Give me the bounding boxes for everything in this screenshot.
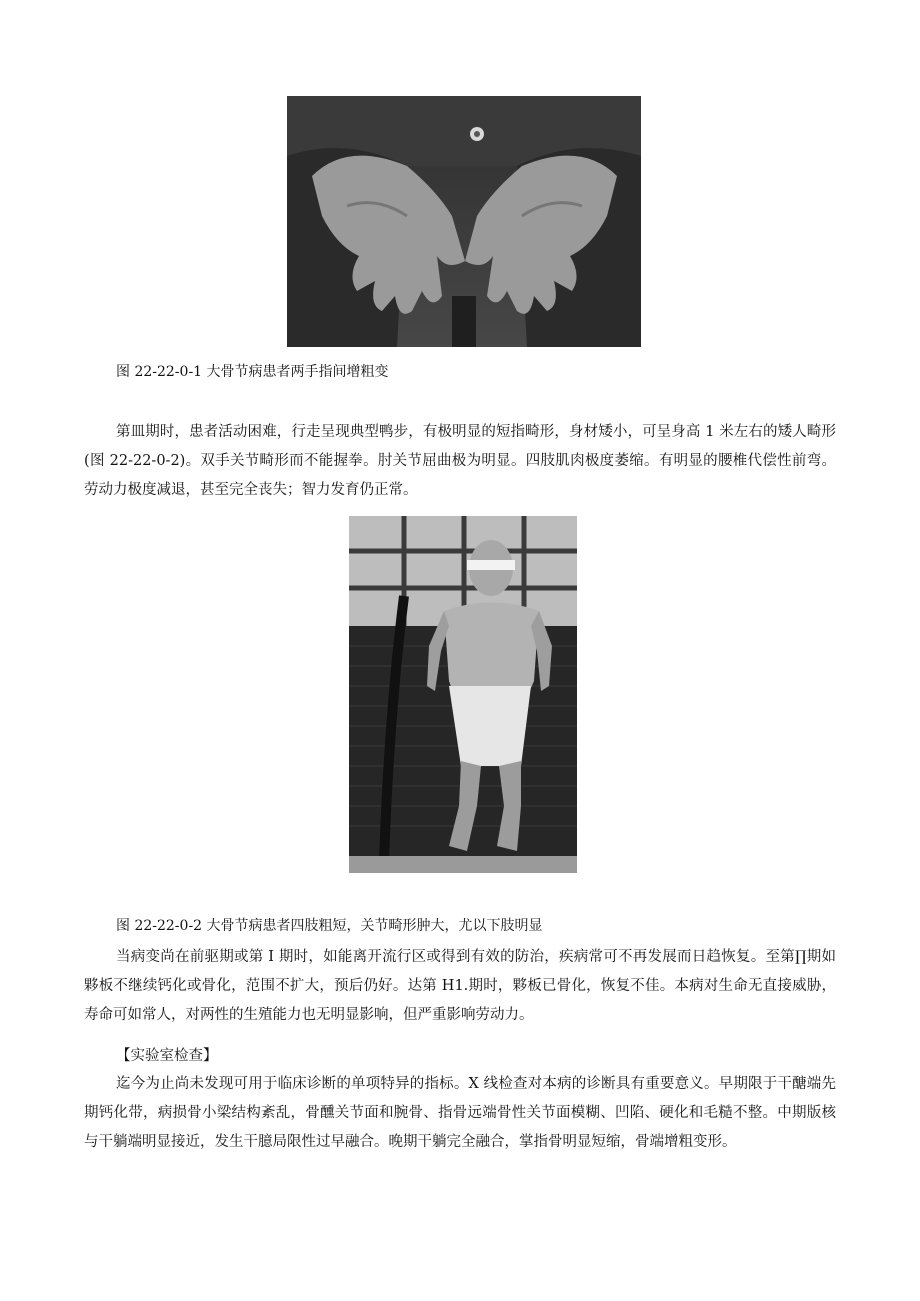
figure-1-photo [287, 96, 641, 347]
figure-2-photo [349, 516, 577, 873]
figure-2-caption: 图 22-22-0-2 大骨节病患者四肢粗短，关节畸形肿大，尤以下肢明显 [116, 918, 543, 934]
figure-1-caption: 图 22-22-0-1 大骨节病患者两手指间增粗变 [116, 364, 389, 380]
section-heading-lab-tests: 【实验室检查】 [116, 1048, 218, 1064]
paragraph-prognosis: 当病变尚在前驱期或第 I 期时，如能离开流行区或得到有效的防治，疾病常可不再发展而日趋恢复。至第∏期如夥板不继续钙化或骨化，范围不扩大，预后仍好。达第 H1.期时，夥板已骨化，恢复不佳。本病对生命无直接威胁，寿命可如常人，对两性的生殖能力也无明显影响，但严重影响劳动力。 [84, 949, 836, 1023]
paragraph-stage-3: 第皿期时，患者活动困难，行走呈现典型鸭步，有极明显的短指畸形，身材矮小，可呈身高 1 米左右的矮人畸形(图 22-22-0-2)。双手关节畸形而不能握拳。肘关节屈曲极为明显。四肢肌肉极度萎缩。有明显的腰椎代偿性前弯。劳动力极度减退，甚至完全丧失；智力发育仍正常。 [84, 424, 836, 498]
patient-photo-illustration [349, 516, 577, 873]
paragraph-lab-tests: 迄今为止尚未发现可用于临床诊断的单项特异的指标。X 线检查对本病的诊断具有重要意义。早期限于干醣端先期钙化带，病损骨小梁结构紊乱，骨醺关节面和腕骨、指骨远端骨性关节面模糊、凹陷、硬化和毛糙不整。中期版核与干躺端明显接近，发生干臆局限性过早融合。晚期干躺完全融合，掌指骨明显短缩，骨端增粗变形。 [84, 1076, 836, 1150]
hands-photo-illustration [287, 96, 641, 347]
